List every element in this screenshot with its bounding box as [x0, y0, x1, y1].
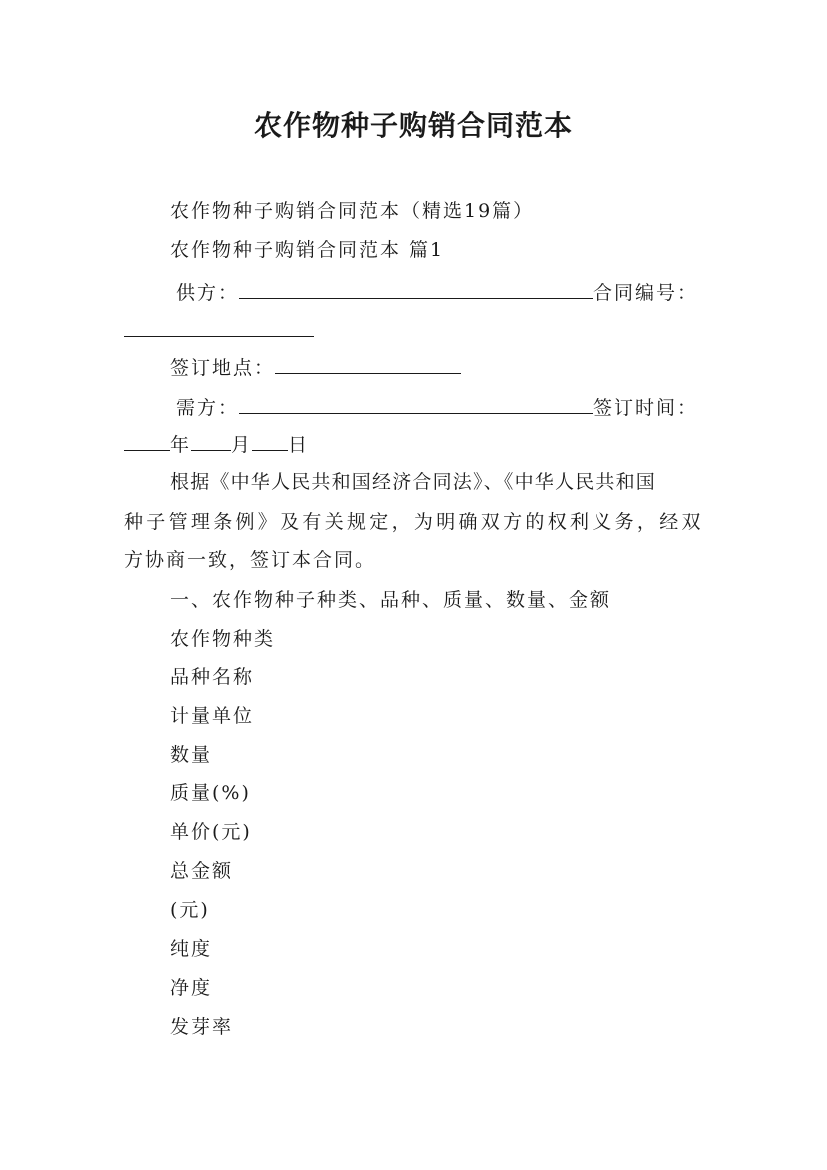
clause-1-heading: 一、农作物种子种类、品种、质量、数量、金额	[170, 589, 612, 611]
document-title: 农作物种子购销合同范本	[253, 109, 573, 142]
document-subtitle: 农作物种子购销合同范本（精选19篇）	[170, 200, 535, 222]
list-item: 数量	[170, 744, 213, 766]
month-blank	[191, 432, 231, 451]
list-item: 质量(%)	[170, 782, 251, 804]
sign-place-line	[170, 355, 461, 380]
supplier-line	[176, 280, 698, 305]
year-blank	[124, 432, 170, 451]
contract-no-blank	[124, 318, 314, 337]
supplier-label: 供方：	[176, 282, 240, 304]
list-item: 农作物种类	[170, 628, 276, 650]
paragraph-line-2: 种子管理条例》及有关规定，为明确双方的权利义务，经双	[124, 511, 704, 533]
paragraph-line-1: 根据《中华人民共和国经济合同法》、《中华人民共和国	[170, 471, 657, 493]
supplier-blank	[239, 280, 593, 299]
list-item: 单价(元)	[170, 821, 252, 843]
day-label: 日	[288, 434, 310, 456]
contract-no-label: 合同编号：	[593, 282, 699, 304]
month-label: 月	[231, 434, 253, 456]
demand-label: 需方：	[176, 397, 240, 419]
year-label: 年	[170, 434, 192, 456]
list-item: 品种名称	[170, 666, 255, 688]
sign-place-label: 签订地点：	[170, 357, 276, 379]
list-item: 净度	[170, 977, 213, 999]
demand-line	[176, 395, 698, 420]
sign-date-line	[124, 432, 309, 457]
list-item: 纯度	[170, 938, 213, 960]
list-item: 发芽率	[170, 1016, 234, 1038]
demand-blank	[239, 395, 593, 414]
section-heading: 农作物种子购销合同范本 篇1	[170, 239, 445, 261]
list-item: (元)	[170, 899, 210, 921]
sign-time-label: 签订时间：	[593, 397, 699, 419]
paragraph-line-3: 方协商一致，签订本合同。	[124, 549, 377, 571]
day-blank	[252, 432, 288, 451]
list-item: 计量单位	[170, 705, 255, 727]
contract-no-line	[124, 318, 314, 343]
list-item: 总金额	[170, 860, 234, 882]
sign-place-blank	[275, 355, 461, 374]
